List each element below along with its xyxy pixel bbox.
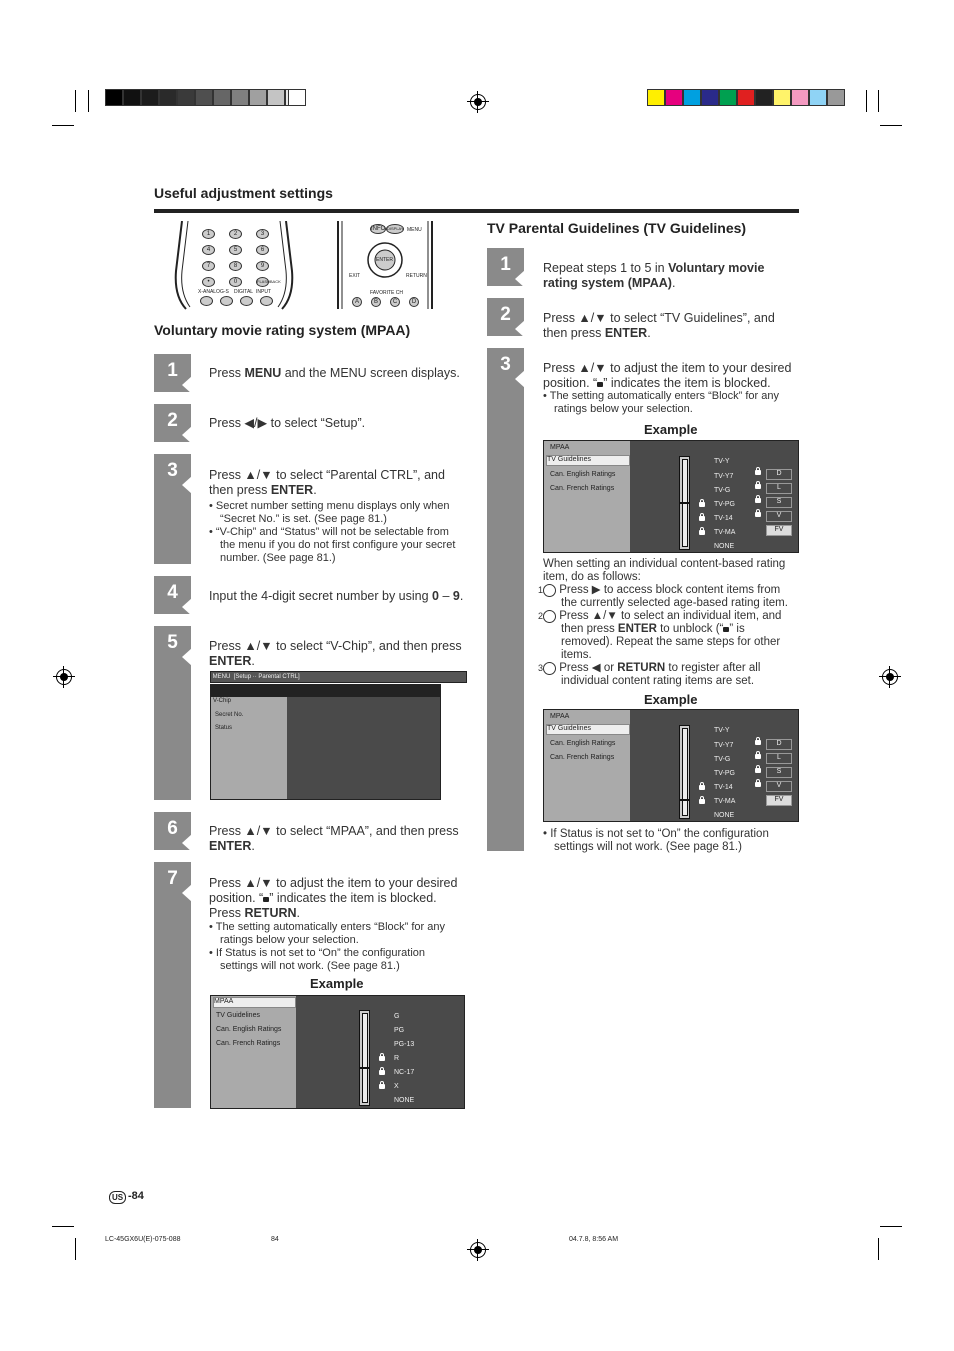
tv-step-2-text: Press ▲/▼ to select “TV Guidelines”, and then press ENTER. [543,311,775,340]
lock-icon [699,785,705,790]
content-item-v[interactable]: V [766,511,792,522]
lock-icon [379,1070,385,1075]
step-badge: 2 [487,298,524,336]
step-badge: 6 [154,812,191,850]
lock-icon [263,897,269,902]
menu-item-can-french[interactable]: Can. French Ratings [550,754,615,761]
crop-mark [88,90,89,112]
crop-mark [878,1238,879,1260]
step-badge: 3 [487,348,524,851]
crop-mark [52,125,74,126]
step-4-text: Input the 4-digit secret number by using 0 – 9. [209,589,464,603]
step-badge: 1 [154,354,191,392]
step-7-notes: • The setting automatically enters “Block” for any ratings below your selection. • If Status is not set to “On” the configuration settings will not work. (See page 81.) [209,921,445,972]
menu-item-vchip[interactable]: V-Chip [213,698,232,704]
status-note: • If Status is not set to “On” the configuration settings will not work. (See page 81.) [543,828,769,853]
menu-item-can-english[interactable]: Can. English Ratings [550,740,616,747]
lock-icon [755,498,761,503]
content-item-d[interactable]: D [766,739,792,750]
example-label: Example [310,976,364,991]
content-item-v[interactable]: V [766,781,792,792]
lock-icon [755,782,761,787]
crop-mark [880,125,902,126]
step-badge: 7 [154,862,191,1108]
step-3-notes: • Secret number setting menu displays only when “Secret No.” is set. (See page 81.) • “V-Chip” and “Status” will not be selectable from the menu if you do not first configure your secret number. (See page 81.) [209,500,456,564]
crop-mark [866,90,867,112]
content-item-l[interactable]: L [766,753,792,764]
lock-icon [699,502,705,507]
step-6-text: Press ▲/▼ to select “MPAA”, and then press ENTER. [209,824,459,853]
page-number: -84 [128,1190,144,1202]
lock-icon [755,754,761,759]
example-label: Example [644,422,698,437]
rating-slider[interactable] [359,1010,370,1106]
lock-icon [699,516,705,521]
content-item-s[interactable]: S [766,767,792,778]
tv-step-3-note: • The setting automatically enters “Block” for any ratings below your selection. [543,390,779,415]
rating-slider[interactable] [679,725,690,819]
mpaa-heading: Voluntary movie rating system (MPAA) [154,322,411,338]
tv-example-screen-2: MPAA TV Guidelines Can. English Ratings Can. French Ratings TV-Y TV-Y7 TV-G TV-PG TV-14 TV-MA NONE D L S V FV [543,709,799,822]
menu-item-tv-guidelines[interactable]: TV Guidelines [546,455,630,466]
crop-mark [880,1226,902,1227]
lock-icon [699,799,705,804]
menu-item-status[interactable]: Status [215,725,233,731]
step-5-text: Press ▲/▼ to select “V-Chip”, and then press ENTER. [209,639,462,668]
rating-slider[interactable] [679,456,690,550]
content-item-fv[interactable]: FV [766,525,792,536]
lock-icon [755,512,761,517]
content-item-d[interactable]: D [766,469,792,480]
step-3-text: Press ▲/▼ to select “Parental CTRL”, and then press ENTER. [209,468,445,497]
menu-item-tv-guidelines[interactable]: TV Guidelines [216,1012,260,1019]
crop-mark [75,90,76,112]
crop-mark [75,1238,76,1260]
lock-icon [379,1084,385,1089]
step-badge: 2 [154,404,191,442]
file-name: LC-45GX6U(E)-075-088 [105,1236,181,1243]
divider [154,209,799,213]
step-badge: 5 [154,626,191,800]
page-number-small: 84 [271,1236,279,1243]
tv-step-3-text: Press ▲/▼ to adjust the item to your desired position. “ ” indicates the item is blocked. [543,361,792,390]
lock-icon [755,470,761,475]
lock-icon [755,740,761,745]
menu-item-can-french[interactable]: Can. French Ratings [550,485,615,492]
tv-step-1-text: Repeat steps 1 to 5 in Voluntary movie rating system (MPAA). [543,261,765,290]
menu-item-tv-guidelines[interactable]: TV Guidelines [546,724,630,735]
region-badge: US [109,1191,126,1204]
print-date: 04.7.8, 8:56 AM [569,1236,619,1243]
registration-mark-icon [882,669,898,685]
registration-mark-icon [470,94,486,110]
tv-guidelines-heading: TV Parental Guidelines (TV Guidelines) [487,220,747,236]
menu-item-can-french[interactable]: Can. French Ratings [216,1040,281,1047]
lock-icon [699,530,705,535]
crop-mark [878,90,879,112]
menu-item-mpaa[interactable]: MPAA [550,713,570,720]
tv-example-screen-1: MPAA TV Guidelines Can. English Ratings Can. French Ratings TV-Y TV-Y7 TV-G TV-PG TV-14 TV-MA NONE D L S V FV [543,440,799,553]
lock-icon [723,627,729,632]
individual-rating-instructions: When setting an individual content-based rating item, do as follows: 1 Press ▶ to access block content items from the currently selected age-based rating item. 2 Press ▲/▼ to select an individual item, and then press ENTER to unblock (“ ” is removed). Repeat the same steps for other items. 3 Press ◀ or RETURN to register after all individual content rating items are set. [537,558,788,687]
registration-mark-icon [56,669,72,685]
crop-mark [52,1226,74,1227]
content-item-l[interactable]: L [766,483,792,494]
example-label: Example [644,692,698,707]
lock-icon [597,382,603,387]
lock-icon [755,768,761,773]
step-7-text: Press ▲/▼ to adjust the item to your desired position. “ ” indicates the item is blocked. Press RETURN. [209,876,458,920]
step-1-text: Press MENU and the MENU screen displays. [209,366,460,380]
menu-item-can-english[interactable]: Can. English Ratings [216,1026,282,1033]
lock-icon [379,1056,385,1061]
step-badge: 3 [154,454,191,564]
mpaa-example-screen: MPAA TV Guidelines Can. English Ratings Can. French Ratings G PG PG-13 R NC-17 X NONE [210,995,465,1109]
step-badge: 4 [154,576,191,614]
menu-item-mpaa[interactable]: MPAA [550,444,570,451]
section-title: Useful adjustment settings [154,185,333,201]
step-2-text: Press ◀/▶ to select “Setup”. [209,416,366,430]
registration-mark-icon [470,1242,486,1258]
lock-icon [755,484,761,489]
menu-item-secret-no[interactable]: Secret No. [215,712,244,718]
content-item-s[interactable]: S [766,497,792,508]
menu-item-can-english[interactable]: Can. English Ratings [550,471,616,478]
content-item-fv[interactable]: FV [766,795,792,806]
step-badge: 1 [487,248,524,286]
menu-item-mpaa[interactable]: MPAA [213,997,296,1008]
